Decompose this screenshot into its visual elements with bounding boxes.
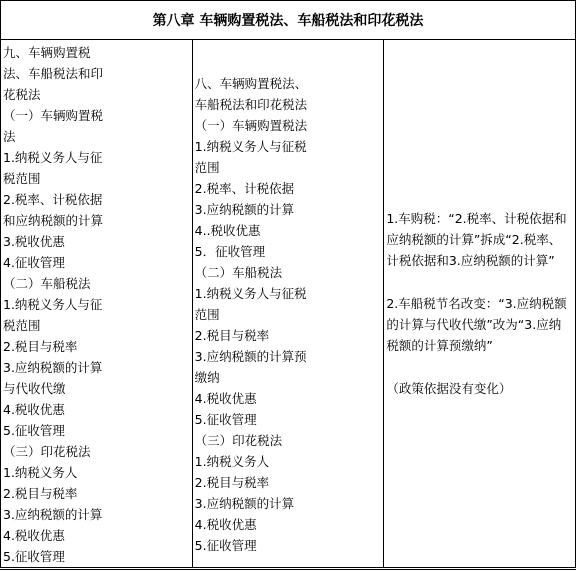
outline-line: （一）车辆购置税法: [194, 118, 308, 133]
outline-line: 5.征收管理: [194, 412, 257, 427]
header-row: [1, 1, 576, 40]
outline-line: （二）车船税法: [3, 276, 91, 291]
outline-line: 5.征收管理: [194, 538, 257, 553]
outline-line: 与代收代缴: [3, 381, 66, 396]
outline-line: 范围: [194, 160, 220, 175]
outline-line: 1.纳税义务人与征税: [194, 139, 307, 154]
outline-line: 法: [3, 129, 16, 144]
note-vessel-tax: 2.车船税节名改变：“3.应纳税额的计算与代收代缴”改为“3.应纳税额的计算预缴纳”: [386, 296, 567, 353]
outline-line: 法、车船税法和印: [3, 66, 104, 81]
outline-line: 5.征收管理: [3, 423, 65, 438]
outline-line: 4.税收优惠: [194, 391, 257, 406]
bottom-rule: [0, 569, 576, 570]
outline-line: 5.征收管理: [3, 549, 65, 564]
outline-line: （二）车船税法: [194, 265, 283, 280]
change-notes-cell: [384, 40, 576, 568]
outline-line: 2.税目与税率: [194, 475, 270, 490]
outline-line: 4.税收优惠: [194, 517, 257, 532]
note-policy-basis: （政策依据没有变化）: [386, 381, 512, 396]
new-outline-cell: [192, 40, 384, 568]
outline-line: 4.征收管理: [3, 255, 65, 270]
outline-line: （一）车辆购置税: [3, 108, 104, 123]
outline-line: 2.税目与税率: [3, 339, 78, 354]
new-outline-list: [193, 51, 384, 556]
old-outline-cell: [1, 40, 193, 568]
outline-line: 5．征收管理: [194, 244, 266, 259]
outline-line: 4.税收优惠: [3, 528, 65, 543]
outline-line: 2.税率、计税依据: [3, 192, 103, 207]
outline-line: 范围: [194, 307, 220, 322]
outline-line: 花税法: [3, 87, 41, 102]
old-outline-list: [1, 40, 192, 567]
outline-line: 3.应纳税额的计算: [194, 496, 295, 511]
outline-line: 八、车辆购置税法、: [194, 76, 308, 91]
outline-line: 3.应纳税额的计算: [3, 360, 103, 375]
outline-line: 3.应纳税额的计算: [194, 202, 295, 217]
outline-line: 1.纳税义务人与征: [3, 297, 103, 312]
change-notes: [384, 208, 575, 399]
outline-line: （三）印花税法: [194, 433, 283, 448]
outline-line: 1.纳税义务人与征: [3, 150, 103, 165]
chapter-title: 第八章 车辆购置税法、车船税法和印花税法: [1, 1, 576, 40]
outline-line: 1.纳税义务人: [3, 465, 78, 480]
outline-line: 3.应纳税额的计算预: [194, 349, 307, 364]
outline-line: 2.税目与税率: [3, 486, 78, 501]
outline-line: 3.应纳税额的计算: [3, 507, 103, 522]
outline-line: 缴纳: [194, 370, 220, 385]
outline-line: （三）印花税法: [3, 444, 91, 459]
outline-line: 车船税法和印花税法: [194, 97, 308, 112]
outline-line: 4.税收优惠: [3, 402, 65, 417]
outline-line: 4..税收优惠: [194, 223, 261, 238]
outline-line: 1.纳税义务人: [194, 454, 270, 469]
outline-line: 税范围: [3, 171, 41, 186]
outline-line: 1.纳税义务人与征税: [194, 286, 307, 301]
outline-line: 2.税率、计税依据: [194, 181, 295, 196]
outline-line: 2.税目与税率: [194, 328, 270, 343]
note-vehicle-purchase-tax: 1.车购税：“2.税率、计税依据和应纳税额的计算”拆成“2.税率、计税依据和3.应纳税额的计算”: [386, 211, 567, 268]
outline-line: 税范围: [3, 318, 41, 333]
outline-line: 九、车辆购置税: [3, 45, 91, 60]
outline-line: 和应纳税额的计算: [3, 213, 104, 228]
content-row: [1, 40, 576, 568]
outline-line: 3.税收优惠: [3, 234, 65, 249]
